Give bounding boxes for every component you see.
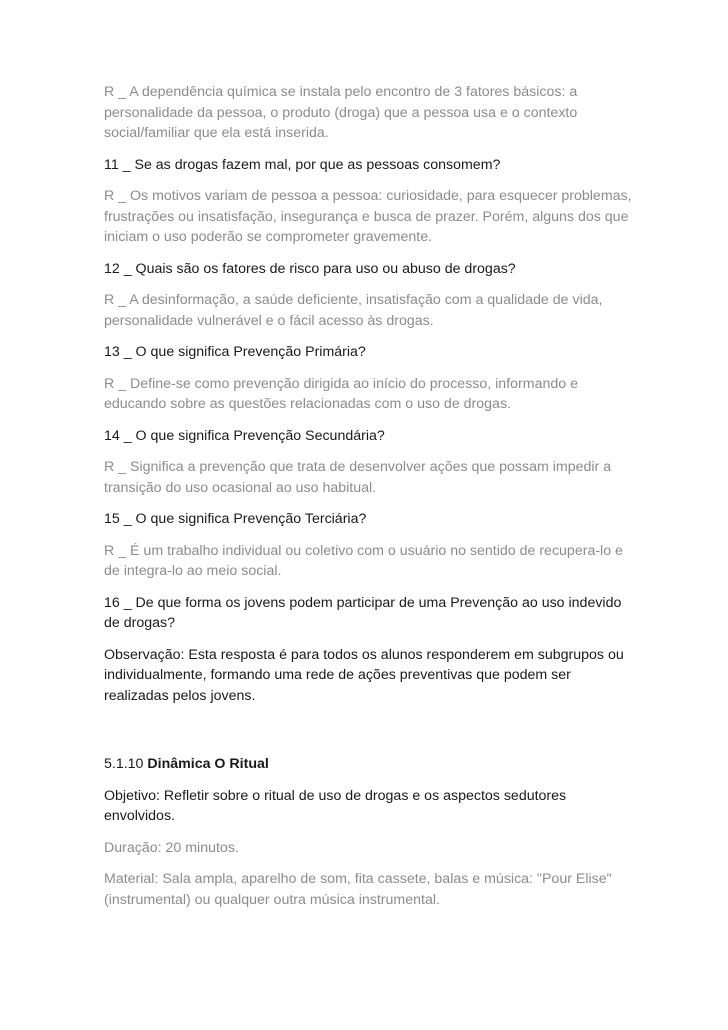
answer-15: R _ É um trabalho individual ou coletivo com o usuário no sentido de recupera-lo e de integra-lo ao meio social. [104, 542, 623, 579]
section-title: Dinâmica O Ritual [147, 756, 269, 772]
question-15: 15 _ O que significa Prevenção Terciária? [104, 511, 367, 527]
question-11: 11 _ Se as drogas fazem mal, por que as pessoas consomem? [104, 156, 501, 173]
question-13: 13 _ O que significa Prevenção Primária? [104, 344, 366, 360]
question-14: 14 _ O que significa Prevenção Secundária? [104, 427, 385, 444]
answer-13: R _ Define-se como prevenção dirigida ao início do processo, informando e educando sobre as questões relacionadas com o uso de drogas. [104, 375, 578, 412]
observation-note: Observação: Esta resposta é para todos os alunos responderem em subgrupos ou individualmente, formando uma rede de ações preventivas que podem ser realizadas pelos jovens. [104, 646, 624, 704]
answer-12: R _ A desinformação, a saúde deficiente, insatisfação com a qualidade de vida, personalidade vulnerável e o fácil acesso às drogas. [104, 292, 603, 329]
page-content [104, 82, 632, 910]
section-number: 5.1.10 [104, 756, 144, 772]
objective-text: Objetivo: Refletir sobre o ritual de uso de drogas e os aspectos sedutores envolvidos. [104, 787, 567, 824]
answer-10: R _ A dependência química se instala pelo encontro de 3 fatores básicos: a personalidade da pessoa, o produto (droga) que a pessoa usa e o contexto social/familiar que ela está inserida. [104, 84, 578, 141]
material-text: Material: Sala ampla, aparelho de som, fita cassete, balas e música: "Pour Elise" (instrumental) ou qualquer outra música instrumental. [104, 871, 612, 908]
answer-11: R _ Os motivos variam de pessoa a pessoa: curiosidade, para esquecer problemas, frustrações ou insatisfação, insegurança e busca de prazer. Porém, alguns dos que iniciam o uso poderão se comprometer gravemente. [104, 188, 632, 245]
question-16: 16 _ De que forma os jovens podem participar de uma Prevenção ao uso indevido de drogas? [104, 594, 622, 631]
section-heading [104, 754, 632, 775]
question-12: 12 _ Quais são os fatores de risco para uso ou abuso de drogas? [104, 260, 516, 277]
answer-14: R _ Significa a prevenção que trata de desenvolver ações que possam impedir a transição do uso ocasional ao uso habitual. [104, 459, 612, 496]
duration-text: Duração: 20 minutos. [104, 839, 239, 856]
